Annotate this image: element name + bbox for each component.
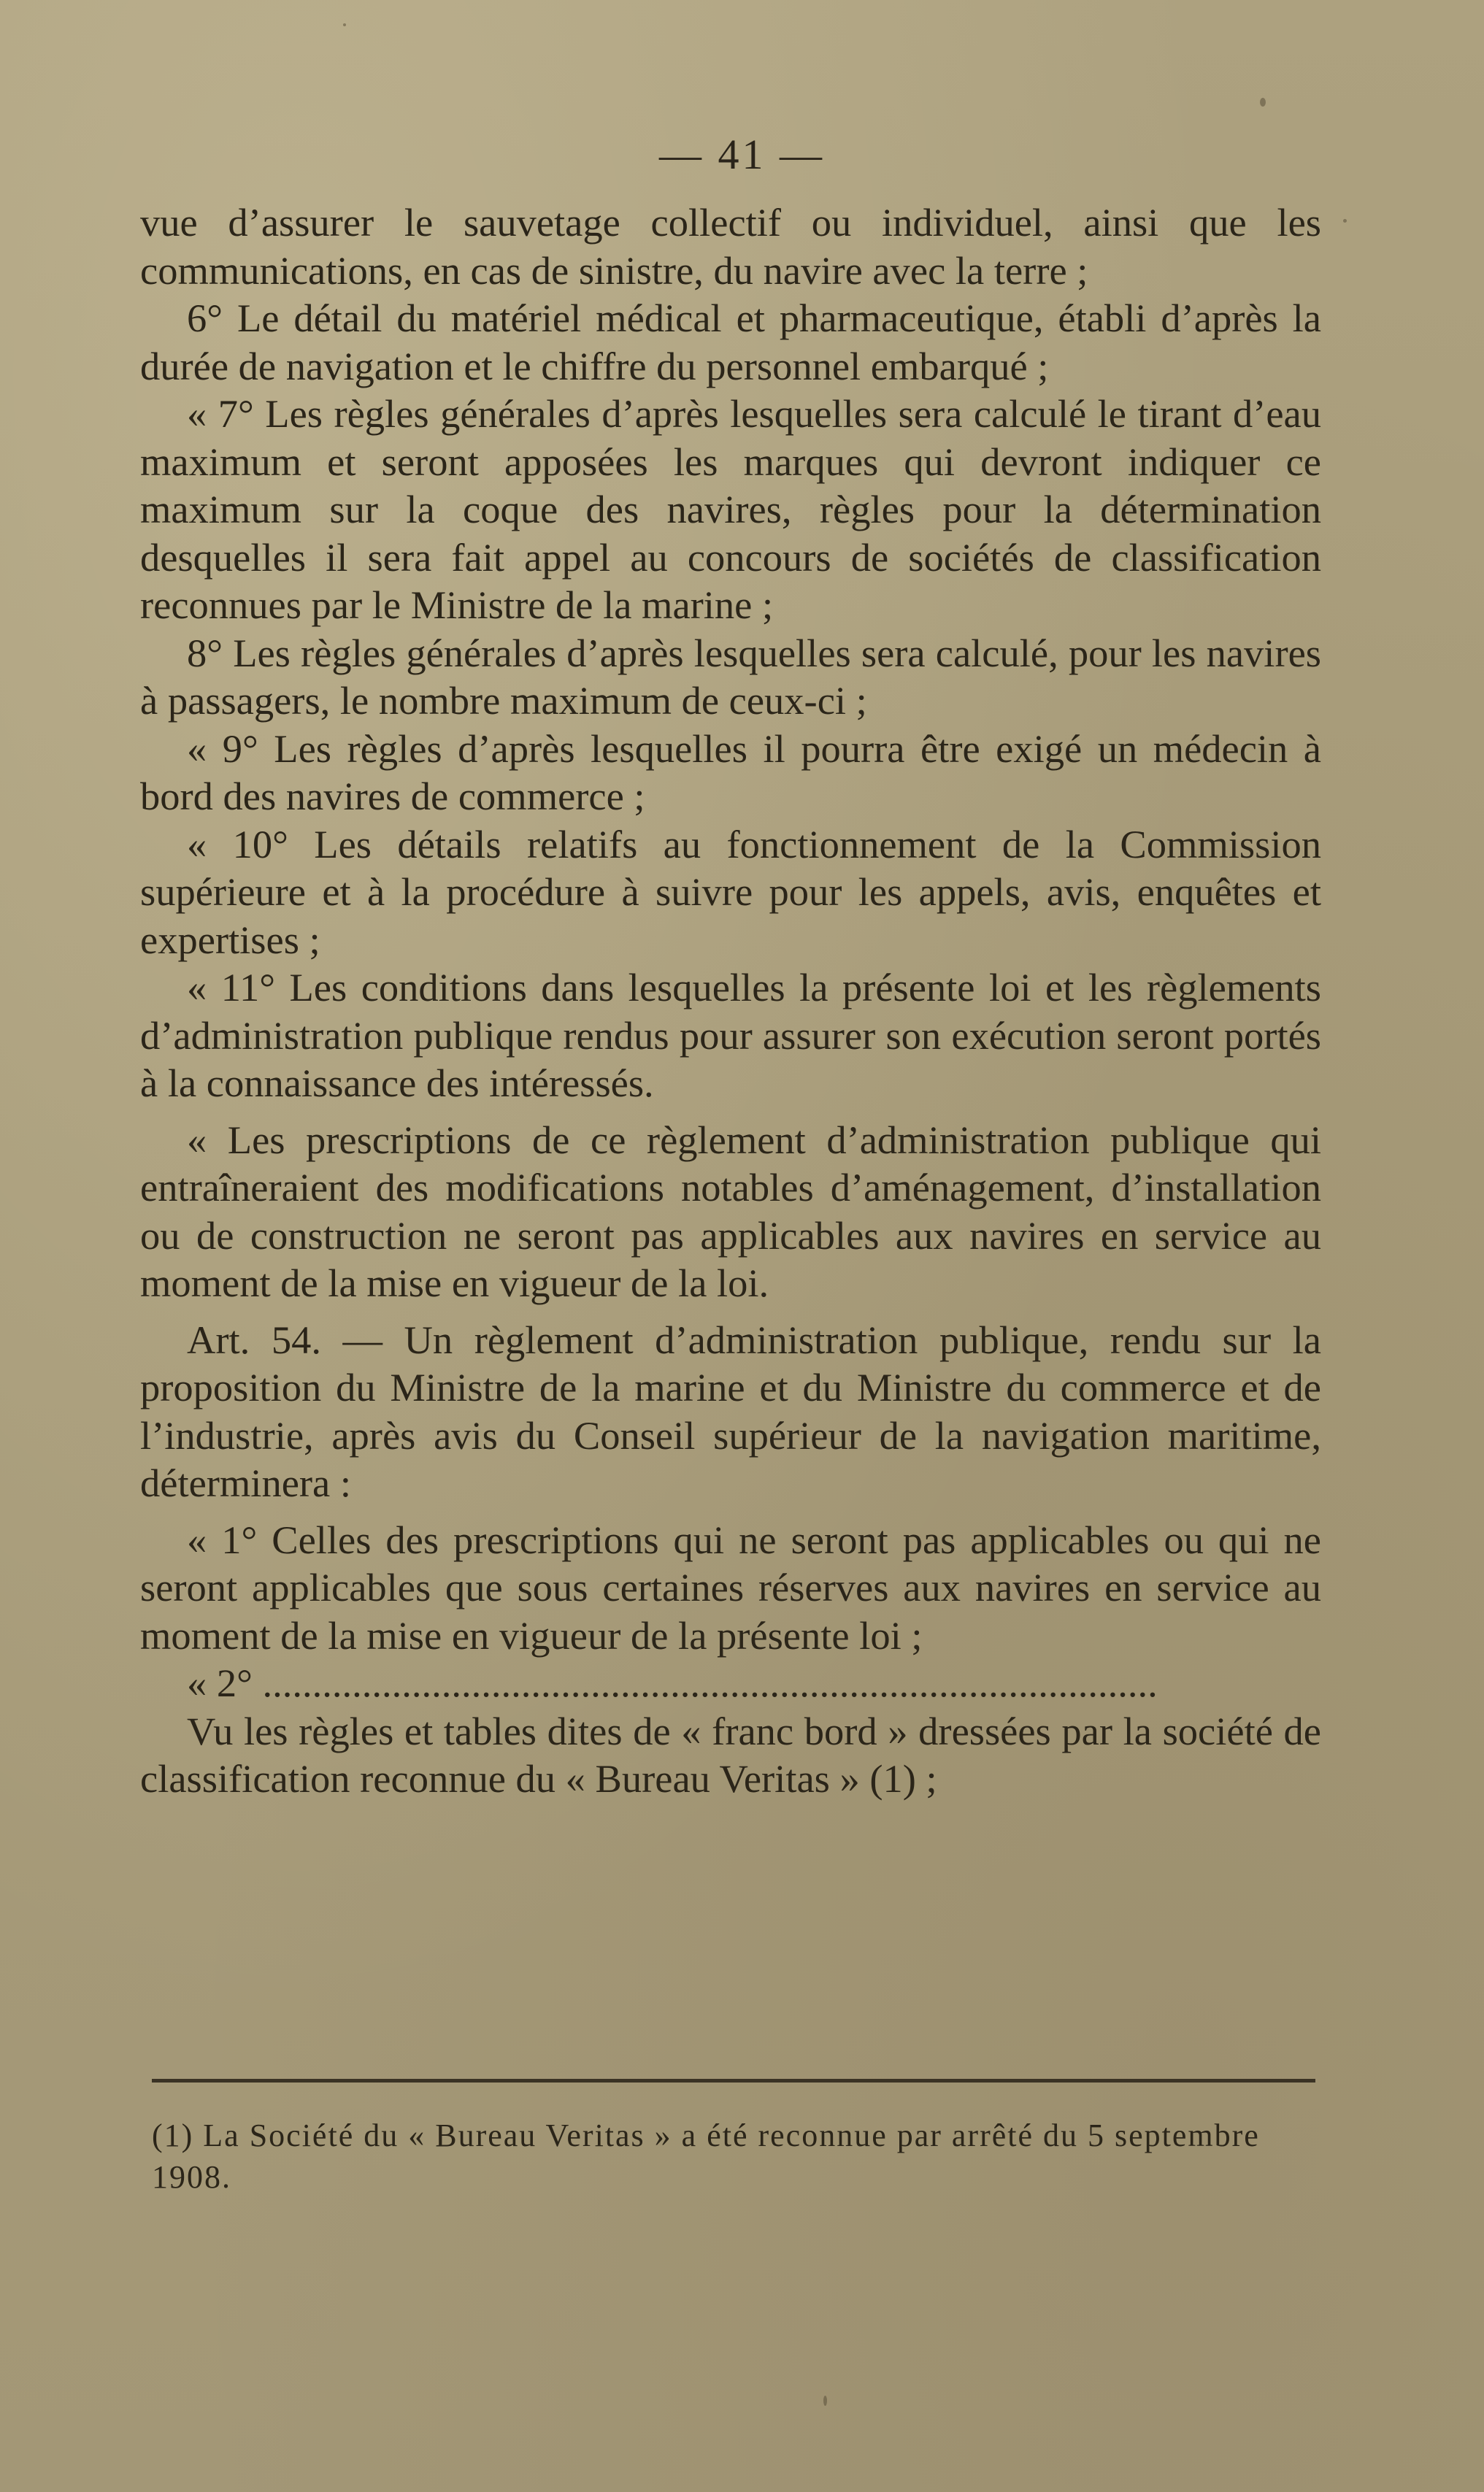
paragraph-item-11: « 11° Les conditions dans lesquelles la présente loi et les règlements d’administration publique rendus pour assurer son exécution seront portés à la connaissance des intéressés. <box>140 965 1321 1105</box>
paragraph-prescriptions: « Les prescriptions de ce règlement d’administration publique qui entraîneraient des modifications notables d’aménagement, d’installation ou de construction ne seront pas applicables aux navires en service au moment de la mise en vigueur de la loi. <box>140 1117 1321 1305</box>
footnote-rule <box>152 2079 1315 2083</box>
paragraph-item-9: « 9° Les règles d’après lesquelles il pourra être exigé un médecin à bord des navires de commerce ; <box>140 726 1321 818</box>
page-number: — 41 — <box>659 131 825 178</box>
paragraph-item-2-dots: « 2° .......................................................................................... <box>187 1661 1158 1705</box>
paragraph-item-6: 6° Le détail du matériel médical et pharmaceutique, établi d’après la durée de navigation et le chiffre du personnel embarqué ; <box>140 296 1321 388</box>
paragraph-item-10: « 10° Les détails relatifs au fonctionnement de la Commission supérieure et à la procédure à suivre pour les appels, avis, enquêtes et expertises ; <box>140 821 1321 962</box>
paragraph-item-8: 8° Les règles générales d’après lesquelles sera calculé, pour les navires à passagers, le nombre maximum de ceux-ci ; <box>140 630 1321 723</box>
paper-speck <box>1260 98 1266 107</box>
paragraph-item-1: « 1° Celles des prescriptions qui ne seront pas applicables ou qui ne seront applicables que sous certaines réserves aux navires en service au moment de la mise en vigueur de la présente loi ; <box>140 1517 1321 1658</box>
paper-speck <box>1343 219 1347 223</box>
paper-speck <box>823 2396 827 2406</box>
paper-speck <box>343 23 346 26</box>
paragraph-item-7: « 7° Les règles générales d’après lesquelles sera calculé le tirant d’eau maximum et seront apposées les marques qui devront indiquer ce maximum sur la coque des navires, règles pour la détermination desquelles il sera fait appel au concours de sociétés de classification reconnues par le Ministre de la marine ; <box>140 391 1321 627</box>
footnote <box>152 2115 1315 2198</box>
paragraph-vu-les-regles: Vu les règles et tables dites de « franc bord » dressées par la société de classification reconnue du « Bureau Veritas » (1) ; <box>140 1708 1321 1801</box>
paragraph-article-54: Art. 54. — Un règlement d’administration publique, rendu sur la proposition du Ministre de la marine et du Ministre du commerce et de l’industrie, après avis du Conseil supérieur de la navigation maritime, déterminera : <box>140 1317 1321 1505</box>
body-text <box>140 199 1321 1803</box>
footnote-text: (1) La Société du « Bureau Veritas » a été reconnue par arrêté du 5 septembre 1908. <box>152 2118 1260 2195</box>
paragraph-continuation: vue d’assurer le sauvetage collectif ou individuel, ainsi que les communications, en cas de sinistre, du navire avec la terre ; <box>140 200 1321 293</box>
